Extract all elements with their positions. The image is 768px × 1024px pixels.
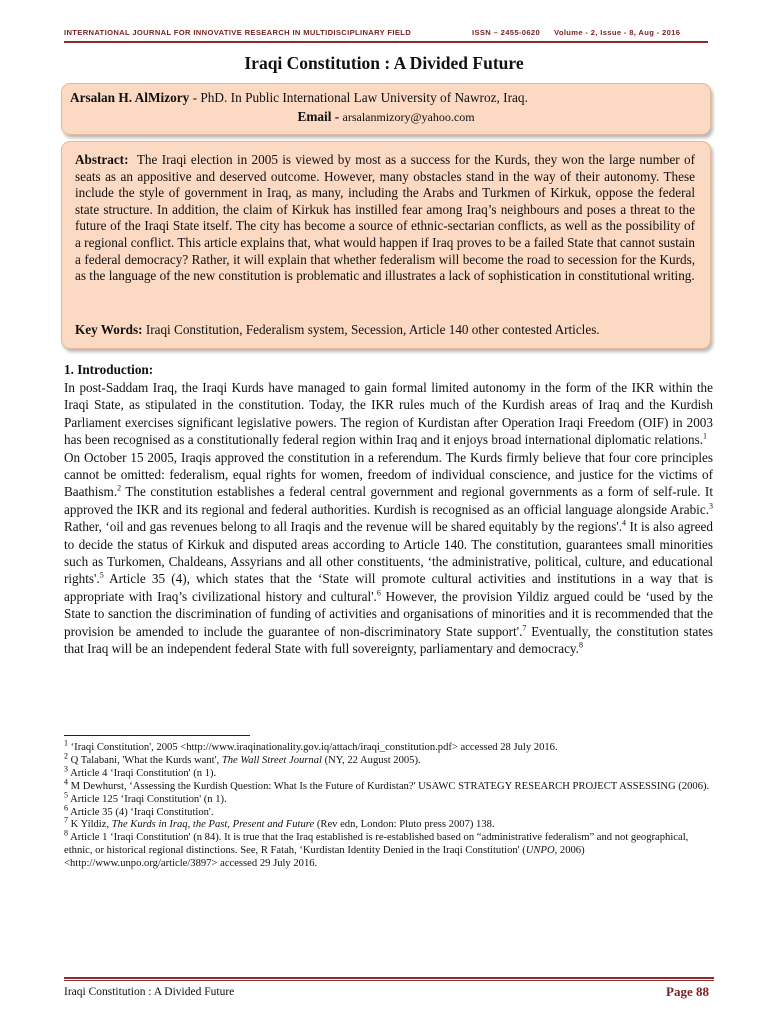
footnote-ref[interactable]: 3 [709, 501, 713, 511]
paragraph-text: In post-Saddam Iraq, the Iraqi Kurds have managed to gain formal limited autonomy in the form of the IKR within the Iraqi State, as stipulated in the constitution. Today, the IKR rules much of the Kurdish areas of Iraq and the Kurdish Parliament exercises significant legislative powers. The region of Kurdistan after Operation Iraqi Freedom (OIF) in 2003 has been recognised as a constitutionally federal region within Iraq and it enjoys broad international diplomatic relations. [64, 380, 713, 448]
footnote-number: 8 [64, 828, 68, 838]
email-line [62, 109, 710, 125]
page-number: Page 88 [666, 984, 709, 999]
footnotes [64, 738, 716, 871]
footnote [64, 815, 716, 832]
volume-issue: Volume - 2, Issue - 8, Aug - 2016 [554, 28, 681, 37]
footnote-text: Article 4 ‘Iraqi Constitution' (n 1). [68, 767, 217, 779]
footer-rule [64, 977, 714, 979]
footnote-text: K Yildiz, [68, 819, 112, 831]
footnote-source-title: The Kurds in Iraq, the Past, Present and Future [111, 819, 315, 831]
footnote [64, 777, 716, 794]
footnote-text: Q Talabani, 'What the Kurds want', [68, 754, 222, 766]
paragraph-text: Eventually, the constitution states that Iraq will be an independent federal State with full sovereignty, parliamentary and democracy. [64, 623, 713, 657]
abstract-text: The Iraqi election in 2005 is viewed by most as a success for the Kurds, they won the large number of seats as an appositive and deserved outcome. However, many obstacles stand in the way of their autonomy. These include the style of government in Iraq, as many, including the Arabs and Turkmen of Kirkuk, oppose the federal state structure. In addition, the claim of Kirkuk has instilled fear among Iraq’s neighbours and poses a threat to the future of the Iraqi State itself. The city has become a source of ethnic-sectarian conflicts, as well as the possibility of a regional conflict. This article explains that, what would happen if Iraq proves to be a failed State that cannot sustain a federal democracy? Rather, it will explain that whether federalism will become the road to secession for the Kurds, as the language of the new constitution is problematic and illustrates a lack of sophistication in constitutional writing. [75, 152, 695, 284]
keywords [75, 322, 700, 338]
paragraph-text: It is also agreed to decide the status of Kirkuk and disputed areas according to Article 140. The constitution, guarantees small minorities such as Turkomen, Chaldeans, Assyrians and all other constituents, ‘the administrative, political, culture, and educational rights'. [64, 519, 714, 587]
paragraph-text: Article 35 (4), which states that the ‘State will promote cultural activities and institutions in a way that is appropriate with Iraq’s civilizational history and cultural'. [64, 571, 713, 604]
paragraph-text: On October 15 2005, Iraqis approved the constitution in a referendum. The Kurds firmly believe that four core principles cannot be omitted: federalism, equal rights for women, freedom of individual conscience, and justice for the victims of Baathism. [64, 449, 713, 500]
keywords-label: Key Words: [75, 322, 143, 337]
footnote [64, 738, 716, 755]
footnote-ref[interactable]: 4 [622, 518, 627, 528]
footnote-text: (Rev edn, London: Pluto press 2007) 138. [314, 819, 495, 831]
author-affiliation: - PhD. In Public International Law University of Nawroz, Iraq. [189, 90, 528, 105]
author-name: Arsalan H. AlMizory [70, 90, 190, 105]
footnote-text: M Dewhurst, ‘Assessing the Kurdish Question: What Is the Future of Kurdistan?' USAWC STRATEGY RESEARCH PROJECT ASSESSING (2006). [68, 780, 710, 792]
email-address[interactable]: arsalanmizory@yahoo.com [342, 110, 475, 124]
footnote [64, 790, 716, 807]
header-rule [64, 41, 708, 43]
footnote-source-title: The Wall Street Journal [221, 754, 322, 766]
footnote-number: 4 [64, 777, 68, 787]
footnote-number: 3 [64, 764, 68, 774]
footnote [64, 803, 716, 820]
abstract-label: Abstract: [75, 152, 129, 167]
footer-title: Iraqi Constitution : A Divided Future [64, 986, 235, 998]
footnote-text: ‘Iraqi Constitution', 2005 <http://www.iraqinationality.gov.iq/attach/iraqi_constitution.pdf> accessed 28 July 2016. [68, 742, 558, 753]
section-heading: 1. Introduction: [64, 362, 154, 377]
footnote-ref[interactable]: 1 [703, 431, 708, 441]
footnote-ref[interactable]: 6 [376, 588, 381, 598]
journal-name: INTERNATIONAL JOURNAL FOR INNOVATIVE RESEARCH IN MULTIDISCIPLINARY FIELD [64, 28, 412, 37]
abstract-box [61, 141, 711, 349]
footnote [64, 764, 716, 781]
footnote-source-title: UNPO [525, 845, 555, 857]
footnote [64, 828, 716, 871]
paragraph-text: However, the provision Yildiz argued could be ‘used by the State to sanction the discrimination of funding of activities and organisations of minorities and it is recommended that the provision be amended to include the guarantee of non-discriminatory State support'. [64, 588, 713, 639]
footnote-text: (NY, 22 August 2005). [321, 754, 421, 766]
paragraph-text: Rather, ‘oil and gas revenues belong to all Iraqis and the revenue will be shared equitably by the regions'. [64, 519, 623, 535]
footnote-text: Article 35 (4) ‘Iraqi Constitution'. [68, 806, 214, 818]
body-text [64, 379, 713, 658]
footnote-ref[interactable]: 5 [99, 571, 104, 581]
footnote-separator [64, 735, 250, 736]
footnote-ref[interactable]: 7 [522, 623, 527, 633]
footer-rule [64, 980, 714, 981]
footnote-number: 2 [64, 751, 68, 761]
footnote [64, 751, 716, 768]
author-box [61, 83, 711, 135]
author-line [70, 90, 528, 106]
footnote-text: , 2006) <http://www.unpo.org/article/3897> accessed 29 July 2016. [64, 845, 585, 870]
email-label: Email - [297, 109, 343, 124]
footnote-number: 1 [64, 738, 68, 748]
running-header [64, 28, 708, 37]
paragraph-text: The constitution establishes a federal central government and regional governments as a form of self-rule. It approved the IKR and its regional and federal authorities. Kurdish is recognised as an official language alongside Arabic. [64, 484, 713, 517]
abstract [75, 152, 695, 285]
footnote-number: 6 [64, 803, 68, 812]
footnote-text: Article 1 ‘Iraqi Constitution' (n 84). It is true that the Iraq established is re-established based on “administrative federalism” and not geographical, ethnic, or historical regional distinctions. See, R Fatah, ‘Kurdistan Identity Denied in the Iraqi Constitution' ( [64, 832, 689, 857]
footnote-ref[interactable]: 8 [578, 640, 583, 650]
footnote-text: Article 125 ‘Iraqi Constitution' (n 1). [68, 793, 227, 805]
paper-title: Iraqi Constitution : A Divided Future [244, 53, 524, 73]
footnote-ref[interactable]: 2 [117, 484, 122, 494]
paragraph [64, 449, 713, 658]
paragraph [64, 379, 713, 449]
footnote-number: 7 [64, 815, 68, 825]
issn: ISSN – 2455-0620 [472, 28, 541, 37]
footnote-number: 5 [64, 790, 68, 800]
keywords-text: Iraqi Constitution, Federalism system, Secession, Article 140 other contested Articles. [142, 322, 600, 337]
